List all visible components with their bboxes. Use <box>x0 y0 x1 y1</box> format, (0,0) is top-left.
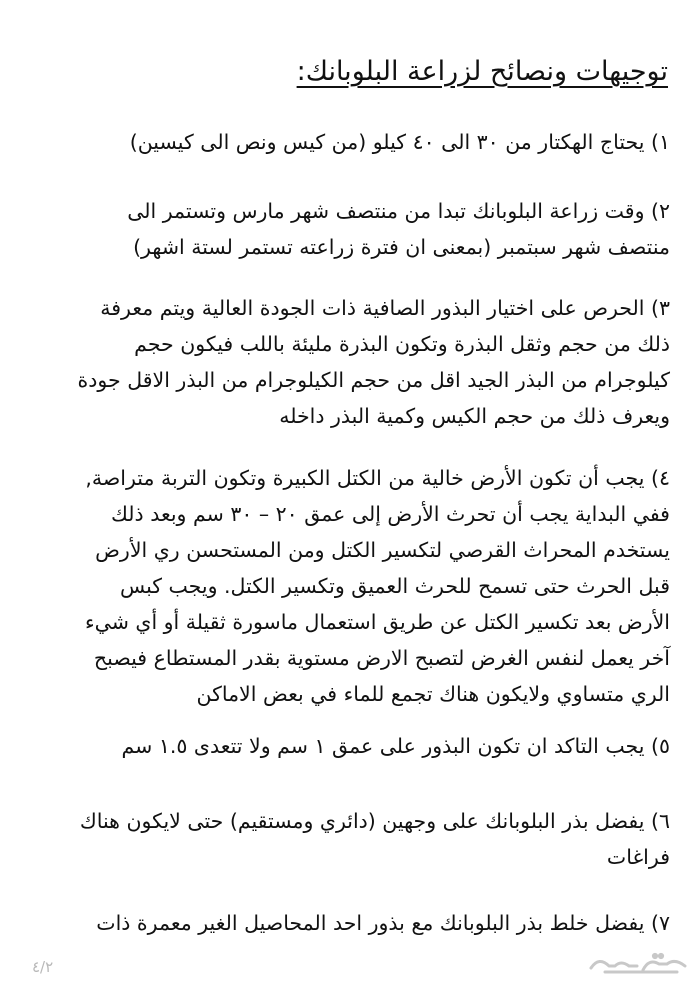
paragraph-line: فراغات <box>606 845 670 869</box>
paragraph-line: قبل الحرث حتى تسمح للحرث العميق وتكسير الكتل. ويجب كبس <box>119 574 670 598</box>
paragraph-line: يستخدم المحراث القرصي لتكسير الكتل ومن المستحسن ري الأرض <box>95 538 670 562</box>
paragraph-line: ٧) يفضل خلط بذر البلوبانك مع بذور احد المحاصيل الغير معمرة ذات <box>96 911 670 935</box>
page-number: ٤/٢ <box>32 958 54 976</box>
document-title: توجيهات ونصائح لزراعة البلوبانك: <box>296 56 668 87</box>
paragraph-line: الري متساوي ولايكون هناك تجمع للماء في بعض الاماكن <box>196 682 670 706</box>
paragraph-line: ٦) يفضل بذر البلوبانك على وجهين (دائري ومستقيم) حتى لايكون هناك <box>79 809 670 833</box>
paragraph-line: آخر يعمل لنفس الغرض لتصبح الارض مستوية بقدر المستطاع فيصبح <box>93 646 670 670</box>
paragraph-line: ويعرف ذلك من حجم الكيس وكمية البذر داخله <box>279 404 670 428</box>
paragraph-2 <box>30 193 670 265</box>
paragraph-6 <box>30 803 670 875</box>
paragraph-line: ٤) يجب أن تكون الأرض خالية من الكتل الكبيرة وتكون التربة متراصة, <box>85 466 670 490</box>
paragraph-line: ٢) وقت زراعة البلوبانك تبدا من منتصف شهر مارس وتستمر الى <box>127 199 670 223</box>
paragraph-line: ١) يحتاج الهكتار من ٣٠ الى ٤٠ كيلو (من كيس ونص الى كيسين) <box>129 130 670 154</box>
paragraph-line: الأرض بعد تكسير الكتل عن طريق استعمال ماسورة ثقيلة أو أي شيء <box>84 610 670 634</box>
haraj-logo-watermark-icon <box>585 950 695 978</box>
paragraph-line: ٣) الحرص على اختيار البذور الصافية ذات الجودة العالية ويتم معرفة <box>100 296 670 320</box>
paragraph-4 <box>30 460 670 712</box>
paragraph-5 <box>30 728 670 764</box>
paragraph-7 <box>30 905 670 941</box>
paragraph-line: منتصف شهر سبتمبر (بمعنى ان فترة زراعته تستمر لستة اشهر) <box>133 235 670 259</box>
paragraph-line: ٥) يجب التاكد ان تكون البذور على عمق ١ سم ولا تتعدى ١.٥ سم <box>121 734 670 758</box>
paragraph-line: كيلوجرام من البذر الجيد اقل من حجم الكيلوجرام من البذر الاقل جودة <box>77 368 670 392</box>
paragraph-line: ففي البداية يجب أن تحرث الأرض إلى عمق ٢٠ – ٣٠ سم وبعد ذلك <box>111 502 670 526</box>
paragraph-1 <box>30 124 670 160</box>
paragraph-3 <box>30 290 670 434</box>
paragraph-line: ذلك من حجم وثقل البذرة وتكون البذرة مليئة باللب فيكون حجم <box>134 332 670 356</box>
